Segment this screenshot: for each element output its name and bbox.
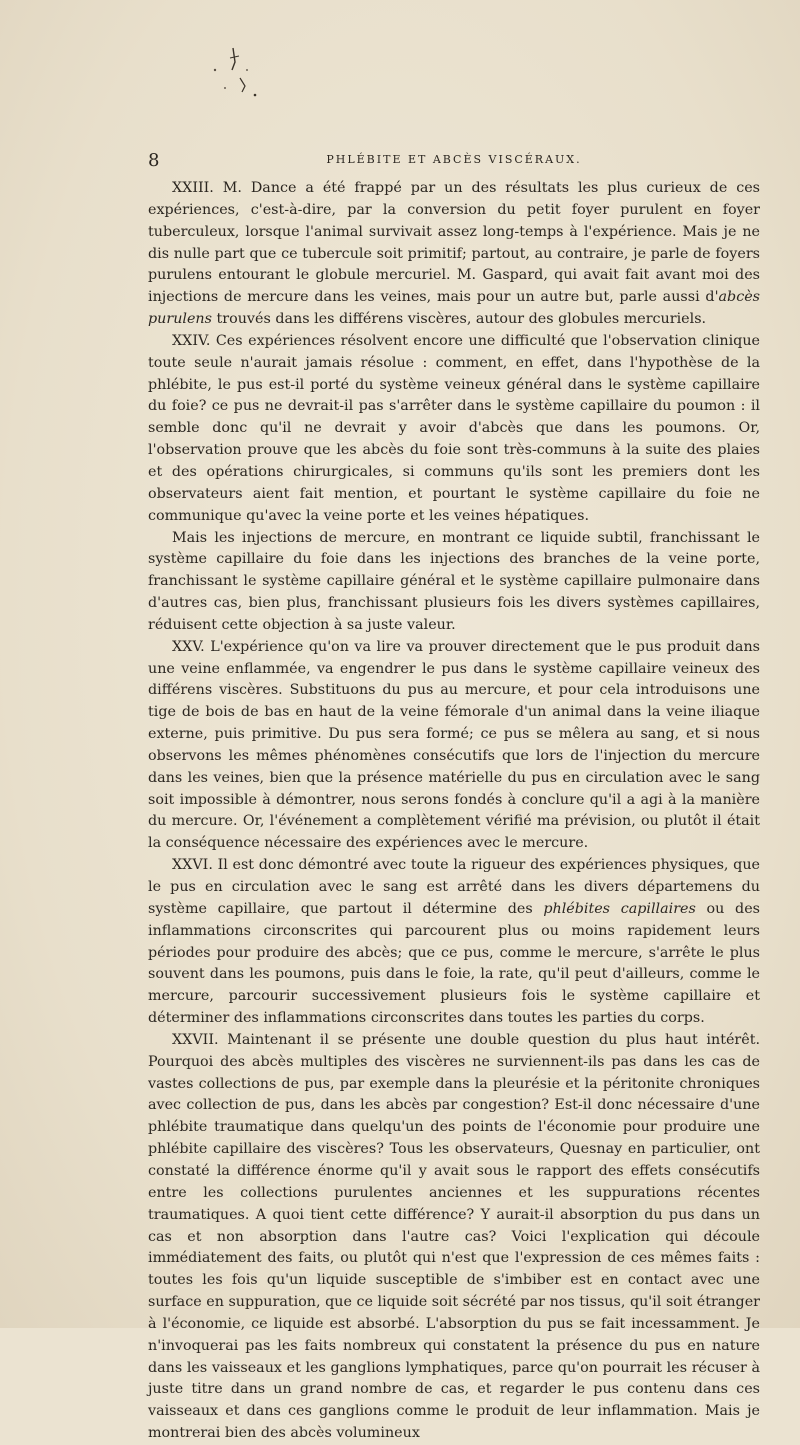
paragraph-text: XXVI. Il est donc démontré avec toute la rigueur des expériences physiques, que le pus en circulation avec le sang est arrêté dans les divers départemens du système capillaire, que partout il détermine des bbox=[148, 857, 760, 917]
ink-specks-decoration bbox=[195, 40, 285, 120]
body-text bbox=[148, 178, 760, 1445]
running-title: PHLÉBITE ET ABCÈS VISCÉRAUX. bbox=[326, 153, 582, 166]
paragraph-xxiv: XXIV. Ces expériences résolvent encore une difficulté que l'observation clinique toute seule n'aurait jamais résolue : comment, en effet, dans l'hypothèse de la phlébite, le pus est-il porté du système veineux général dans le système capillaire du foie? ce pus ne devrait-il pas s'arrêter dans le système capillaire du poumon : il semble donc qu'il ne devrait y avoir d'abcès que dans les poumons. Or, l'observation prouve que les abcès du foie sont très-communs à la suite des plaies et des opérations chirurgicales, si communs qu'ils sont les premiers dont les observateurs aient fait mention, et pourtant le système capillaire du foie ne communique qu'avec la veine porte et les veines hépatiques. bbox=[148, 332, 760, 524]
page-header bbox=[148, 150, 760, 172]
paragraph-xxiii bbox=[148, 178, 760, 331]
italic-term: phlébites capillaires bbox=[543, 900, 696, 917]
paragraph-xxv: XXV. L'expérience qu'on va lire va prouver directement que le pus produit dans une veine enflammée, va engendrer le pus dans le système capillaire veineux des différens viscères. Substituons du pus au mercure, et pour cela introduisons une tige de bois de bas en haut de la veine fémorale d'un animal dans la veine iliaque externe, puis primitive. Du pus sera formé; ce pus se mêlera au sang, et si nous observons les mêmes phénomènes consécutifs que lors de l'injection du mercure dans les veines, bien que la présence matérielle du pus en circulation avec le sang soit impossible à démontrer, nous serons fondés à conclure qu'il a agi à la manière du mercure. Or, l'événement a complètement vérifié ma prévision, ou plutôt il était la conséquence nécessaire des expériences avec le mercure. bbox=[148, 638, 760, 852]
italic-term: abcès purulens bbox=[148, 289, 760, 328]
paragraph-text: XXIII. M. Dance a été frappé par un des résultats les plus curieux de ces expériences, c'est-à-dire, par la conversion du petit foyer purulent en foyer tuberculeux, lorsque l'animal survivait assez long-temps à l'expérience. Mais je ne dis nulle part que ce tubercule soit primitif; partout, au contraire, je parle de foyers purulens entourant le globule mercuriel. M. Gaspard, qui avait fait avant moi des injections de mercure dans les veines, mais pour un autre but, parle aussi d' bbox=[148, 180, 760, 306]
paragraph-text-tail: ou des inflammations circonscrites qui parcourent plus ou moins rapidement leurs périodes pour produire des abcès; que ce pus, comme le mercure, s'arrête le plus souvent dans les poumons, puis dans le foie, la rate, qu'il peut d'ailleurs, comme le mercure, parcourir successivement plusieurs fois le système capillaire et déterminer des inflammations circonscrites dans toutes les parties du corps. bbox=[148, 900, 760, 1027]
paragraph-mais: Mais les injections de mercure, en montrant ce liquide subtil, franchissant le système capillaire du foie dans les injections des branches de la veine porte, franchissant le système capillaire général et le système capillaire pulmonaire dans d'autres cas, bien plus, franchissant plusieurs fois les divers systèmes capillaires, réduisent cette objection à sa juste valeur. bbox=[148, 529, 760, 633]
page-number: 8 bbox=[148, 150, 160, 171]
paragraph-xxvii: XXVII. Maintenant il se présente une double question du plus haut intérêt. Pourquoi des abcès multiples des viscères ne surviennent-ils pas dans les cas de vastes collections de pus, par exemple dans la pleurésie et la péritonite chroniques avec collection de pus, dans les abcès par congestion? Est-il donc nécessaire d'une phlébite traumatique dans quelqu'un des points de l'économie pour produire une phlébite capillaire des viscères? Tous les observateurs, Quesnay en particulier, ont constaté la différence énorme qu'il y avait sous le rapport des effets consécutifs entre les collections purulentes anciennes et les suppurations récentes traumatiques. A quoi tient cette différence? Y aurait-il absorption du pus dans un cas et non absorption dans l'autre cas? Voici l'explication qui découle immédiatement des faits, ou plutôt qui n'est que l'expression de ces mêmes faits : toutes les fois qu'un liquide susceptible de s'imbiber est en contact avec une surface en suppuration, que ce liquide soit sécrété par nos tissus, qu'il soit étranger à l'économie, ce liquide est absorbé. L'absorption du pus se fait incessamment. Je n'invoquerai pas les faits nombreux qui constatent la présence du pus en nature dans les vaisseaux et les ganglions lymphatiques, parce qu'on pourrait les récuser à juste titre dans un grand nombre de cas, et regarder le pus contenu dans ces vaisseaux et dans ces ganglions comme le produit de leur inflammation. Mais je montrerai bien des abcès volumineux bbox=[148, 1031, 760, 1442]
paragraph-text-tail: trouvés dans les différens viscères, autour des globules mercuriels. bbox=[211, 311, 707, 328]
paragraph-xxvi bbox=[148, 855, 760, 1030]
